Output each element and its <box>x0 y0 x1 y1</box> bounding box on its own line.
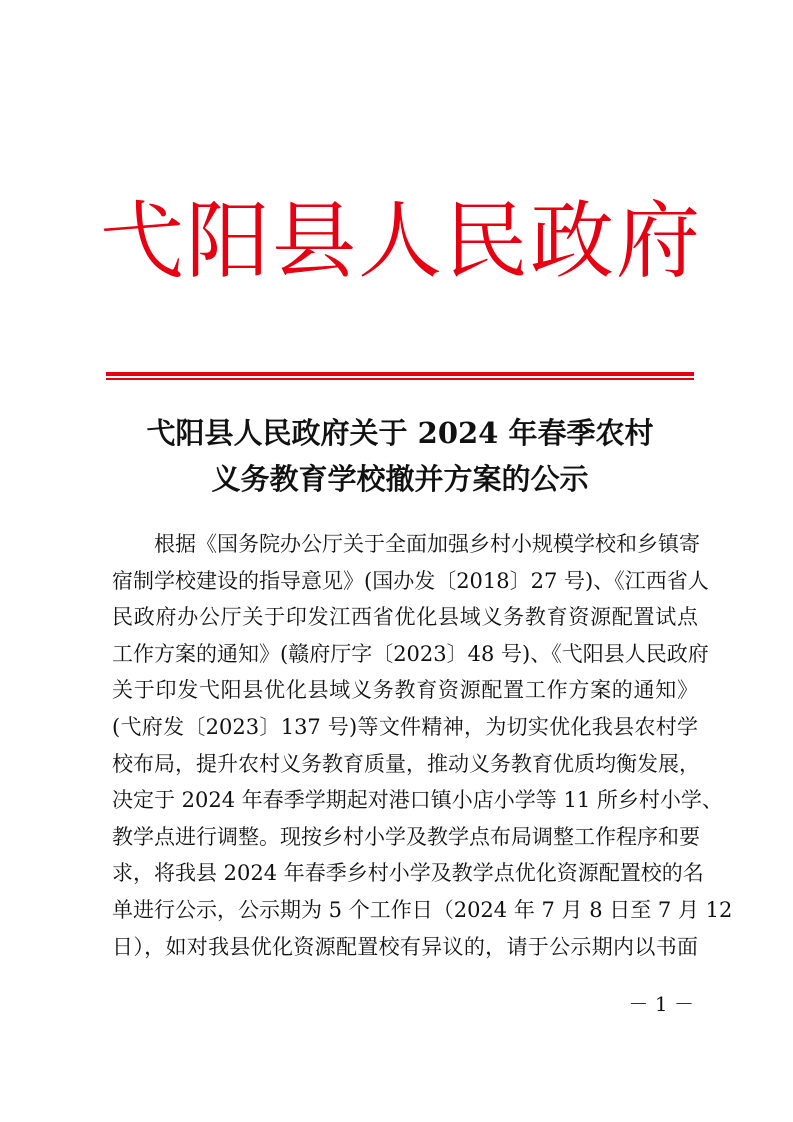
body-paragraph <box>112 526 733 965</box>
document-title <box>100 410 700 502</box>
body-line: 日），如对我县优化资源配置校有异议的，请于公示期内以书面 <box>112 934 698 959</box>
body-line: 求，将我县 2024 年春季乡村小学及教学点优化资源配置校的名 <box>112 861 704 886</box>
document-title-line-2: 义务教育学校撤并方案的公示 <box>211 462 589 496</box>
document-title-line-1: 弋阳县人民政府关于 2024 年春季农村 <box>146 416 654 450</box>
body-line: 单进行公示，公示期为 5 个工作日（2024 年 7 月 8 日至 7 月 12 <box>112 897 733 922</box>
body-line: 决定于 2024 年春季学期起对港口镇小店小学等 11 所乡村小学、 <box>112 788 723 813</box>
body-line: (弋府发〔2023〕137 号)等文件精神，为切实优化我县农村学 <box>112 714 698 739</box>
red-separator-thick <box>106 372 694 376</box>
page-number: － 1 － <box>628 992 694 1016</box>
body-line: 根据《国务院办公厅关于全面加强乡村小规模学校和乡镇寄 <box>154 532 700 556</box>
body-line: 宿制学校建设的指导意见》(国办发〔2018〕27 号)、《江西省人 <box>112 568 709 593</box>
body-line: 关于印发弋阳县优化县域义务教育资源配置工作方案的通知》 <box>112 678 698 703</box>
body-line: 工作方案的通知》(赣府厅字〔2023〕48 号)、《弋阳县人民政府 <box>112 641 709 666</box>
issuer-header: 弋阳县人民政府 <box>100 192 703 290</box>
body-line: 校布局，提升农村义务教育质量，推动义务教育优质均衡发展， <box>112 751 700 776</box>
red-separator-thin <box>106 378 694 380</box>
body-line: 民政府办公厅关于印发江西省优化县域义务教育资源配置试点 <box>112 605 698 630</box>
body-line: 教学点进行调整。现按乡村小学及教学点布局调整工作程序和要 <box>112 824 700 849</box>
